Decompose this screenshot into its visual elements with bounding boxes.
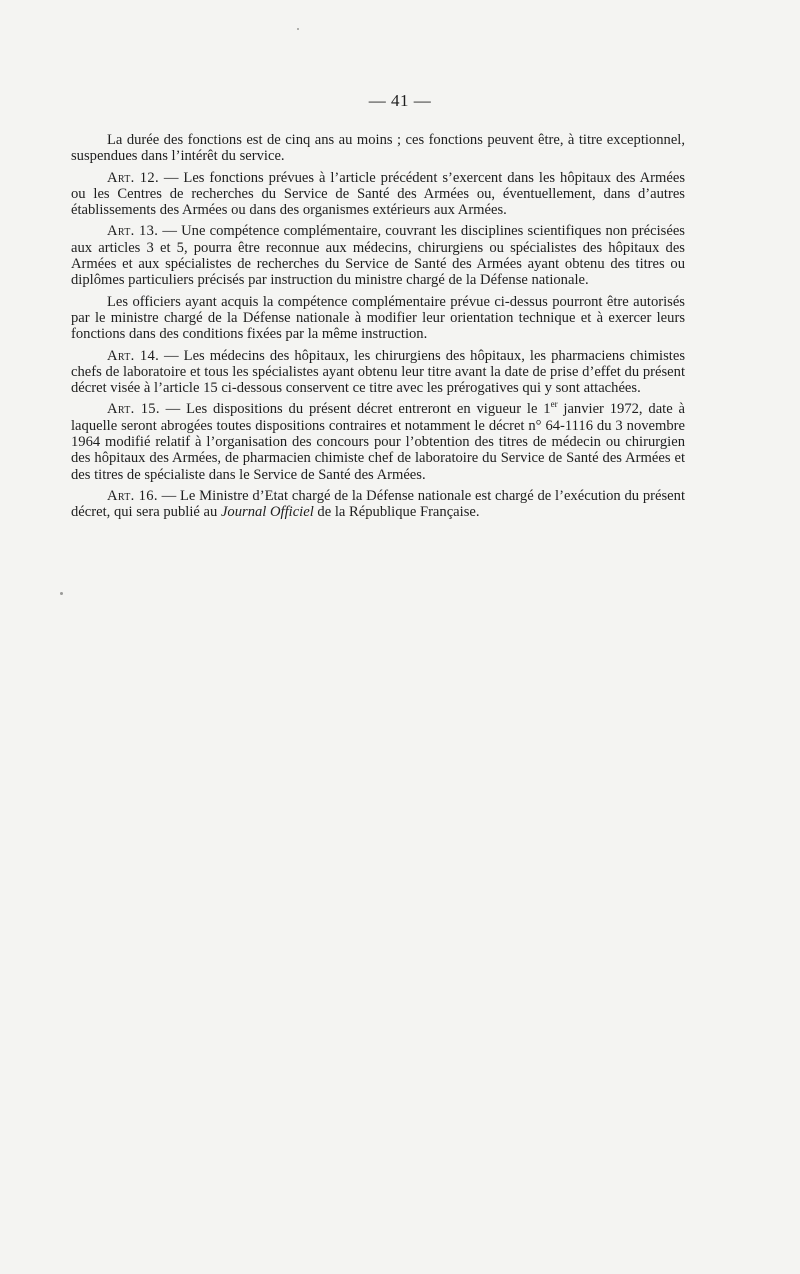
paragraph-text-continued: janvier 1972, date à laquelle seront abrogées toutes dispositions contraires et notamment le décret n° 64-1116 du 3 novembre 1964 modifié relatif à l’organisation des concours pour l’obtention des titres de médecin ou chirurgien des hôpitaux des Armées, de pharmacien chimiste chef de laboratoire du Service de Santé des Armées et des titres de spécialiste dans le Service de Santé des Armées. — [71, 401, 686, 483]
paragraph-text: Les officiers ayant acquis la compétence complémentaire prévue ci-dessus pourront être autorisés par le ministre chargé de la Défense nationale à modifier leur orientation technique et à exercer leurs fonctions dans des conditions fixées par la même instruction. — [71, 293, 685, 343]
paragraph-duration — [71, 132, 685, 165]
paragraph-officers — [71, 294, 685, 343]
article-label: Art. 12. — [107, 169, 159, 186]
paragraph-text: — Les dispositions du présent décret entreront en vigueur le 1 — [159, 401, 551, 418]
paragraph-text: La durée des fonctions est de cinq ans au moins ; ces fonctions peuvent être, à titre exceptionnel, suspendues dans l’intérêt du service. — [71, 132, 685, 165]
paragraph-text: — Une compétence complémentaire, couvrant les disciplines scientifiques non précisées aux articles 3 et 5, pourra être reconnue aux médecins, chirurgiens ou spécialistes des hôpitaux des Armées et aux spécialistes de recherches du Service de Santé des Armées ayant obtenu des titres ou diplômes particuliers précisés par instruction du ministre chargé de la Défense nationale. — [71, 223, 685, 289]
page-number: — 41 — — [368, 91, 432, 110]
paragraph-text: — Les fonctions prévues à l’article précédent s’exercent dans les hôpitaux des Armées ou les Centres de recherches du Service de Santé des Armées ou, éventuellement, dans d’autres établissements des Armées ou dans des organismes extérieurs aux Armées. — [71, 169, 686, 219]
paragraph-text: — Les médecins des hôpitaux, les chirurgiens des hôpitaux, les pharmaciens chimistes chefs de laboratoire et tous les spécialistes ayant obtenu leur titre avant la date de prise d’effet du présent décret visée à l’article 15 ci-dessous conservent ce titre avec les prérogatives qui y sont attachées. — [71, 347, 685, 397]
paragraph-article-13 — [71, 223, 685, 288]
paragraph-text: — Le Ministre d’Etat chargé de la Défense nationale est chargé de l’exécution du présent décret, qui sera publié au — [71, 487, 685, 521]
scan-speck — [297, 28, 299, 30]
article-label: Art. 13. — [107, 223, 159, 240]
article-label: Art. 14. — [107, 347, 160, 364]
ordinal-superscript: er — [550, 399, 558, 410]
paragraph-text-continued: de la République Française. — [313, 504, 480, 521]
paragraph-article-14 — [71, 348, 685, 397]
article-label: Art. 16. — [107, 487, 158, 504]
body-text — [71, 132, 685, 526]
article-label: Art. 15. — [107, 401, 160, 418]
scan-speck — [60, 592, 63, 595]
paragraph-article-16 — [71, 488, 685, 521]
paragraph-article-12 — [71, 170, 685, 219]
journal-title: Journal Officiel — [220, 504, 314, 521]
paragraph-article-15 — [71, 401, 685, 482]
